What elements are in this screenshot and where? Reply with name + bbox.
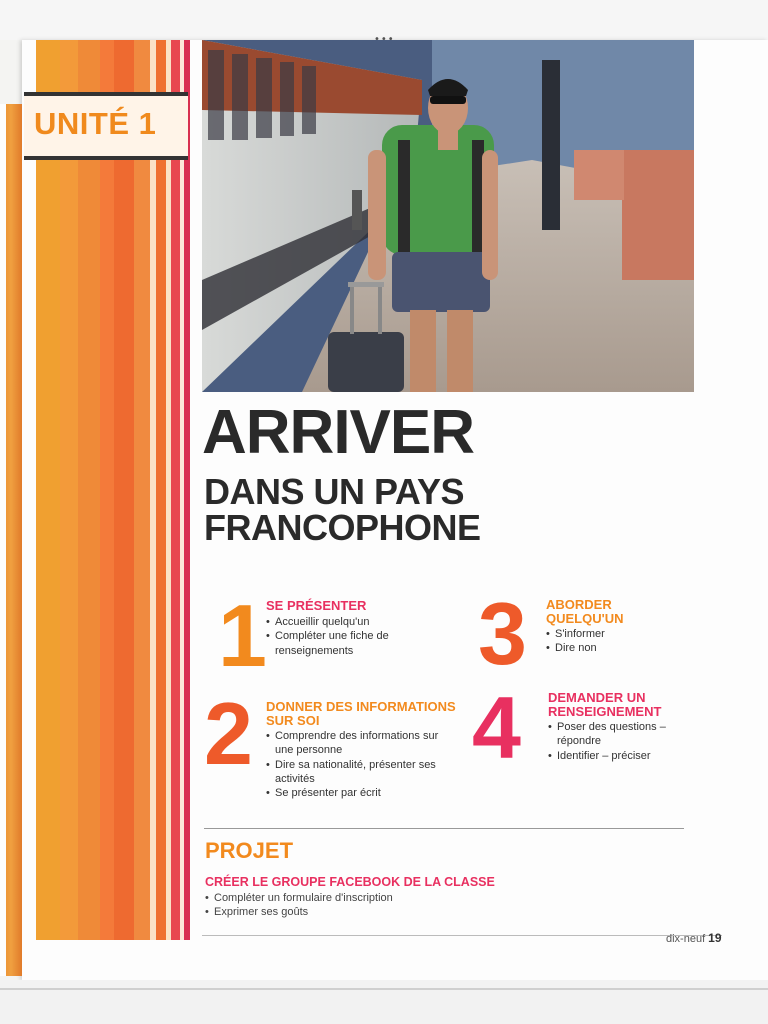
page-folio xyxy=(666,931,722,945)
list-item: • Identifier – préciser xyxy=(548,749,688,763)
list-item: • Accueillir quelqu'un xyxy=(266,615,416,629)
objective-4-number: 4 xyxy=(472,678,517,777)
footer-rule xyxy=(202,935,722,936)
photo-illustration xyxy=(202,40,694,392)
objective-3-list xyxy=(546,627,676,656)
project-title: CRÉER LE GROUPE FACEBOOK DE LA CLASSE xyxy=(205,875,495,889)
scan-bottom-edge xyxy=(0,988,768,990)
unit-label: UNITÉ 1 xyxy=(34,106,157,141)
section-divider xyxy=(204,828,684,829)
list-item: • S'informer xyxy=(546,627,676,641)
objective-1-number: 1 xyxy=(218,586,263,685)
list-item: • Comprendre des informations sur une personne xyxy=(266,729,441,758)
chapter-title: ARRIVER xyxy=(202,398,475,467)
list-item: • Dire sa nationalité, présenter ses activités xyxy=(266,758,441,787)
list-item: • Se présenter par écrit xyxy=(266,786,441,800)
list-item: • Exprimer ses goûts xyxy=(205,905,393,919)
previous-page-edge xyxy=(0,104,22,976)
photo-traveler-platform xyxy=(202,40,694,392)
objective-3-number: 3 xyxy=(478,584,523,683)
decorative-stripes xyxy=(36,40,190,940)
page-number: 19 xyxy=(708,931,722,945)
list-item: • Compléter une fiche de renseignements xyxy=(266,629,416,658)
objective-2-number: 2 xyxy=(204,684,249,783)
objective-1-title: SE PRÉSENTER xyxy=(266,598,367,613)
scan-bottom-margin xyxy=(0,980,768,1024)
objective-2-title: DONNER DES INFORMATIONS SUR SOI xyxy=(266,699,456,728)
chapter-subtitle: DANS UN PAYS FRANCOPHONE xyxy=(204,471,481,548)
list-item: • Poser des questions – répondre xyxy=(548,720,688,749)
objective-4-list xyxy=(548,720,688,763)
project-label: PROJET xyxy=(205,838,294,863)
objective-3-title: ABORDER QUELQU'UN xyxy=(546,597,624,626)
project-list xyxy=(205,891,393,920)
objective-4-title: DEMANDER UN RENSEIGNEMENT xyxy=(548,690,662,719)
objective-2-list xyxy=(266,729,441,800)
list-item: • Compléter un formulaire d'inscription xyxy=(205,891,393,905)
page-word: dix-neuf xyxy=(666,933,706,945)
list-item: • Dire non xyxy=(546,641,676,655)
objective-1-list xyxy=(266,615,416,658)
